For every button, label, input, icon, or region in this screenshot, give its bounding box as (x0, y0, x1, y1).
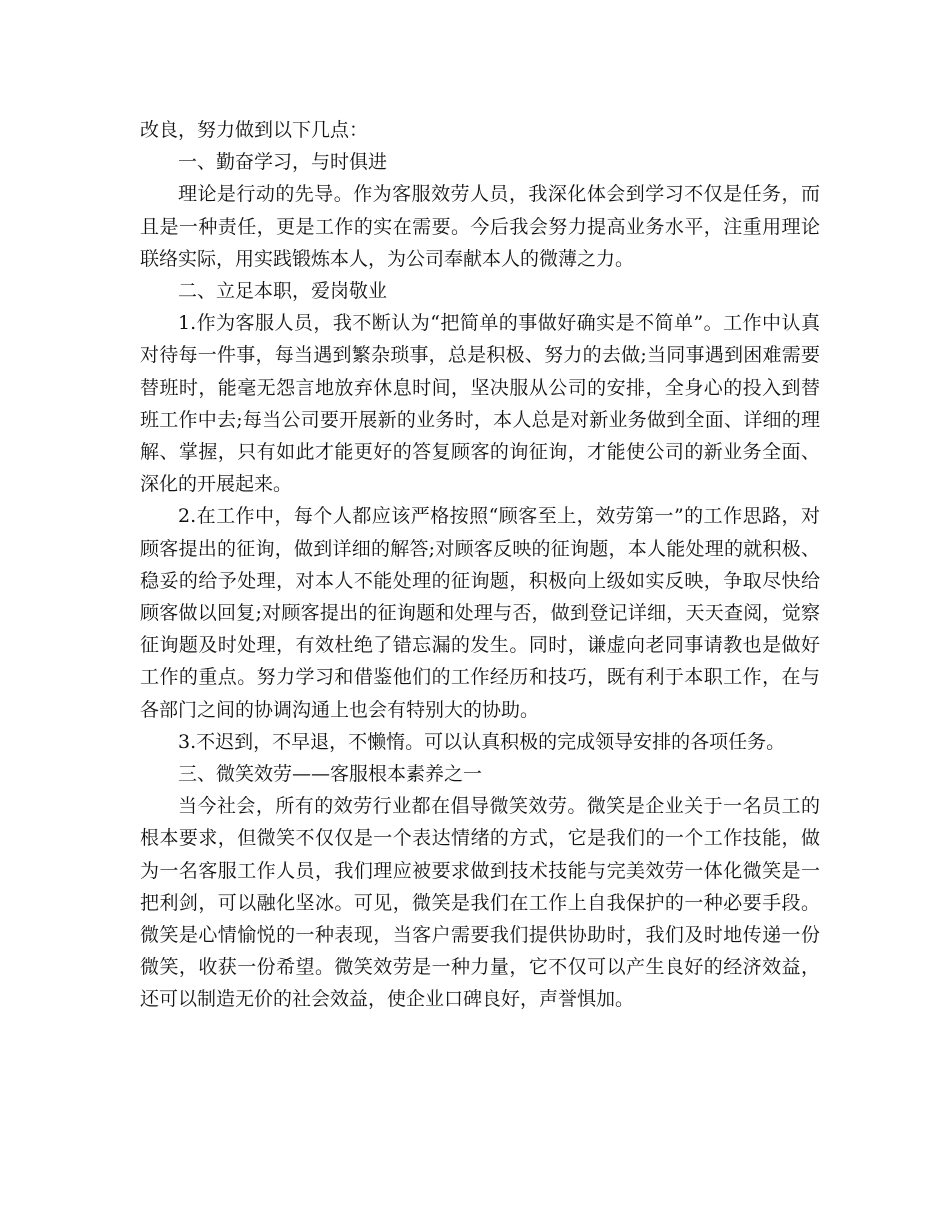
section-heading-smile: 三、微笑效劳——客服根本素养之一 (178, 763, 483, 786)
paragraph-item-2: 2.在工作中，每个人都应该严格按照“顾客至上，效劳第一”的工作思路，对顾客提出的征询，做到详细的解答;对顾客反映的征询题，本人能处理的就积极、稳妥的给予处理，对本人不能处理的征询题，积极向上级如实反映，争取尽快给顾客做以回复;对顾客提出的征询题和处理与否，做到登记详细，天天查阅，觉察征询题及时处理，有效杜绝了错忘漏的发生。同时，谦虚向老同事请教也是做好工作的重点。努力学习和借鉴他们的工作经历和技巧，既有利于本职工作，在与各部门之间的协调沟通上也会有特别大的协助。 (140, 505, 820, 721)
paragraph-item-3: 3.不迟到，不早退，不懒惰。可以认真积极的完成领导安排的各项任务。 (178, 730, 786, 753)
section-heading-study: 一、勤奋学习，与时俱进 (178, 151, 388, 174)
section-heading-dedication: 二、立足本职，爱岗敬业 (178, 280, 388, 303)
paragraph-smile-service: 当今社会，所有的效劳行业都在倡导微笑效劳。微笑是企业关于一名员工的根本要求，但微笑不仅仅是一个表达情绪的方式，它是我们的一个工作技能，做为一名客服工作人员，我们理应被要求做到技术技能与完美效劳一体化微笑是一把利剑，可以融化坚冰。可见，微笑是我们在工作上自我保护的一种必要手段。微笑是心情愉悦的一种表现，当客户需要我们提供协助时，我们及时地传递一份微笑，收获一份希望。微笑效劳是一种力量，它不仅可以产生良好的经济效益，还可以制造无价的社会效益，使企业口碑良好，声誉惧加。 (140, 795, 820, 1011)
paragraph-item-1: 1.作为客服人员，我不断认为“把简单的事做好确实是不简单”。工作中认真对待每一件事，每当遇到繁杂琐事，总是积极、努力的去做;当同事遇到困难需要替班时，能毫无怨言地放弃休息时间，坚决服从公司的安排，全身心的投入到替班工作中去;每当公司要开展新的业务时，本人总是对新业务做到全面、详细的理解、掌握，只有如此才能更好的答复顾客的询征询，才能使公司的新业务全面、深化的开展起来。 (140, 312, 820, 496)
document-page (140, 114, 820, 1016)
paragraph-continuation: 改良，努力做到以下几点： (140, 119, 369, 141)
paragraph-theory: 理论是行动的先导。作为客服效劳人员，我深化体会到学习不仅是任务，而且是一种责任，更是工作的实在需要。今后我会努力提高业务水平，注重用理论联络实际，用实践锻炼本人，为公司奉献本人的微薄之力。 (140, 183, 820, 270)
